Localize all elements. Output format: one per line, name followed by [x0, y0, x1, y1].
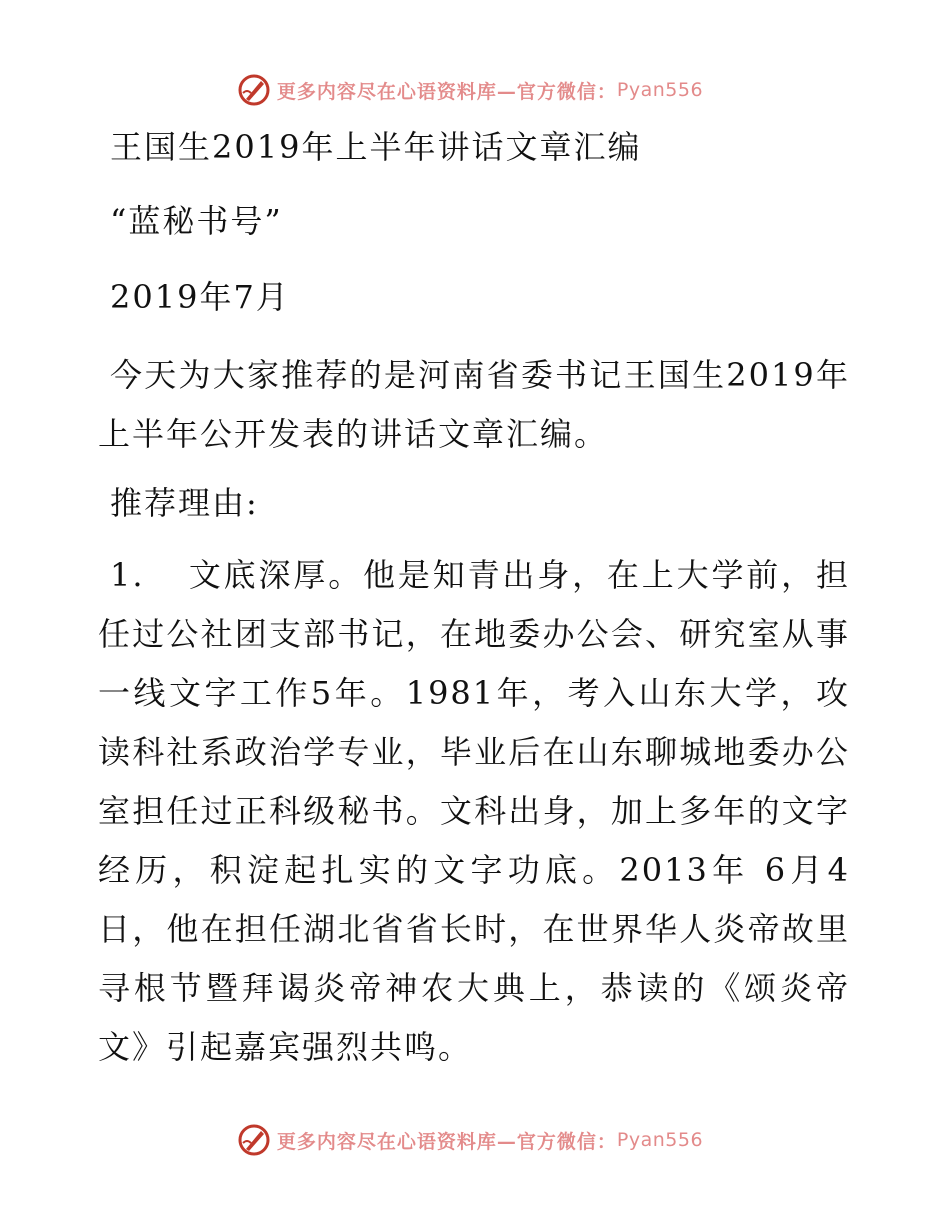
document-date: 2019年7月 — [110, 278, 290, 316]
reason-1-number: 1. — [110, 556, 145, 594]
watermark-wechat-id: Pyan556 — [616, 79, 704, 101]
document-source: “蓝秘书号” — [110, 202, 283, 240]
intro-text: 今天为大家推荐的是河南省委书记王国生2019年上半年公开发表的讲话文章汇编。 — [98, 356, 850, 453]
pen-logo-icon — [237, 1123, 271, 1157]
intro-paragraph — [98, 346, 850, 464]
watermark-text: 更多内容尽在心语资料库—官方微信： — [276, 1130, 617, 1153]
reason-1-text: 文底深厚。他是知青出身，在上大学前，担任过公社团支部书记，在地委办公会、研究室从事一线文字工作5年。1981年，考入山东大学，攻读科社系政治学专业，毕业后在山东聊城地委办公室担任过正科级秘书。文科出身，加上多年的文字经历，积淀起扎实的文字功底。2013年 6月4日，他在担任湖北省省长时，在世界华人炎帝故里寻根节暨拜谒炎帝神农大典上，恭读的《颂炎帝文》引起嘉宾强烈共鸣。 — [98, 556, 850, 1066]
reasons-heading: 推荐理由: — [110, 484, 259, 522]
watermark-banner-bottom — [0, 1120, 950, 1160]
pen-logo-icon — [237, 73, 271, 107]
reason-1-paragraph — [98, 546, 850, 1077]
watermark-text: 更多内容尽在心语资料库—官方微信： — [276, 80, 617, 103]
document-title: 王国生2019年上半年讲话文章汇编 — [110, 128, 642, 166]
watermark-wechat-id: Pyan556 — [616, 1129, 704, 1151]
document-body — [98, 124, 850, 1077]
watermark-banner-top — [0, 70, 950, 110]
